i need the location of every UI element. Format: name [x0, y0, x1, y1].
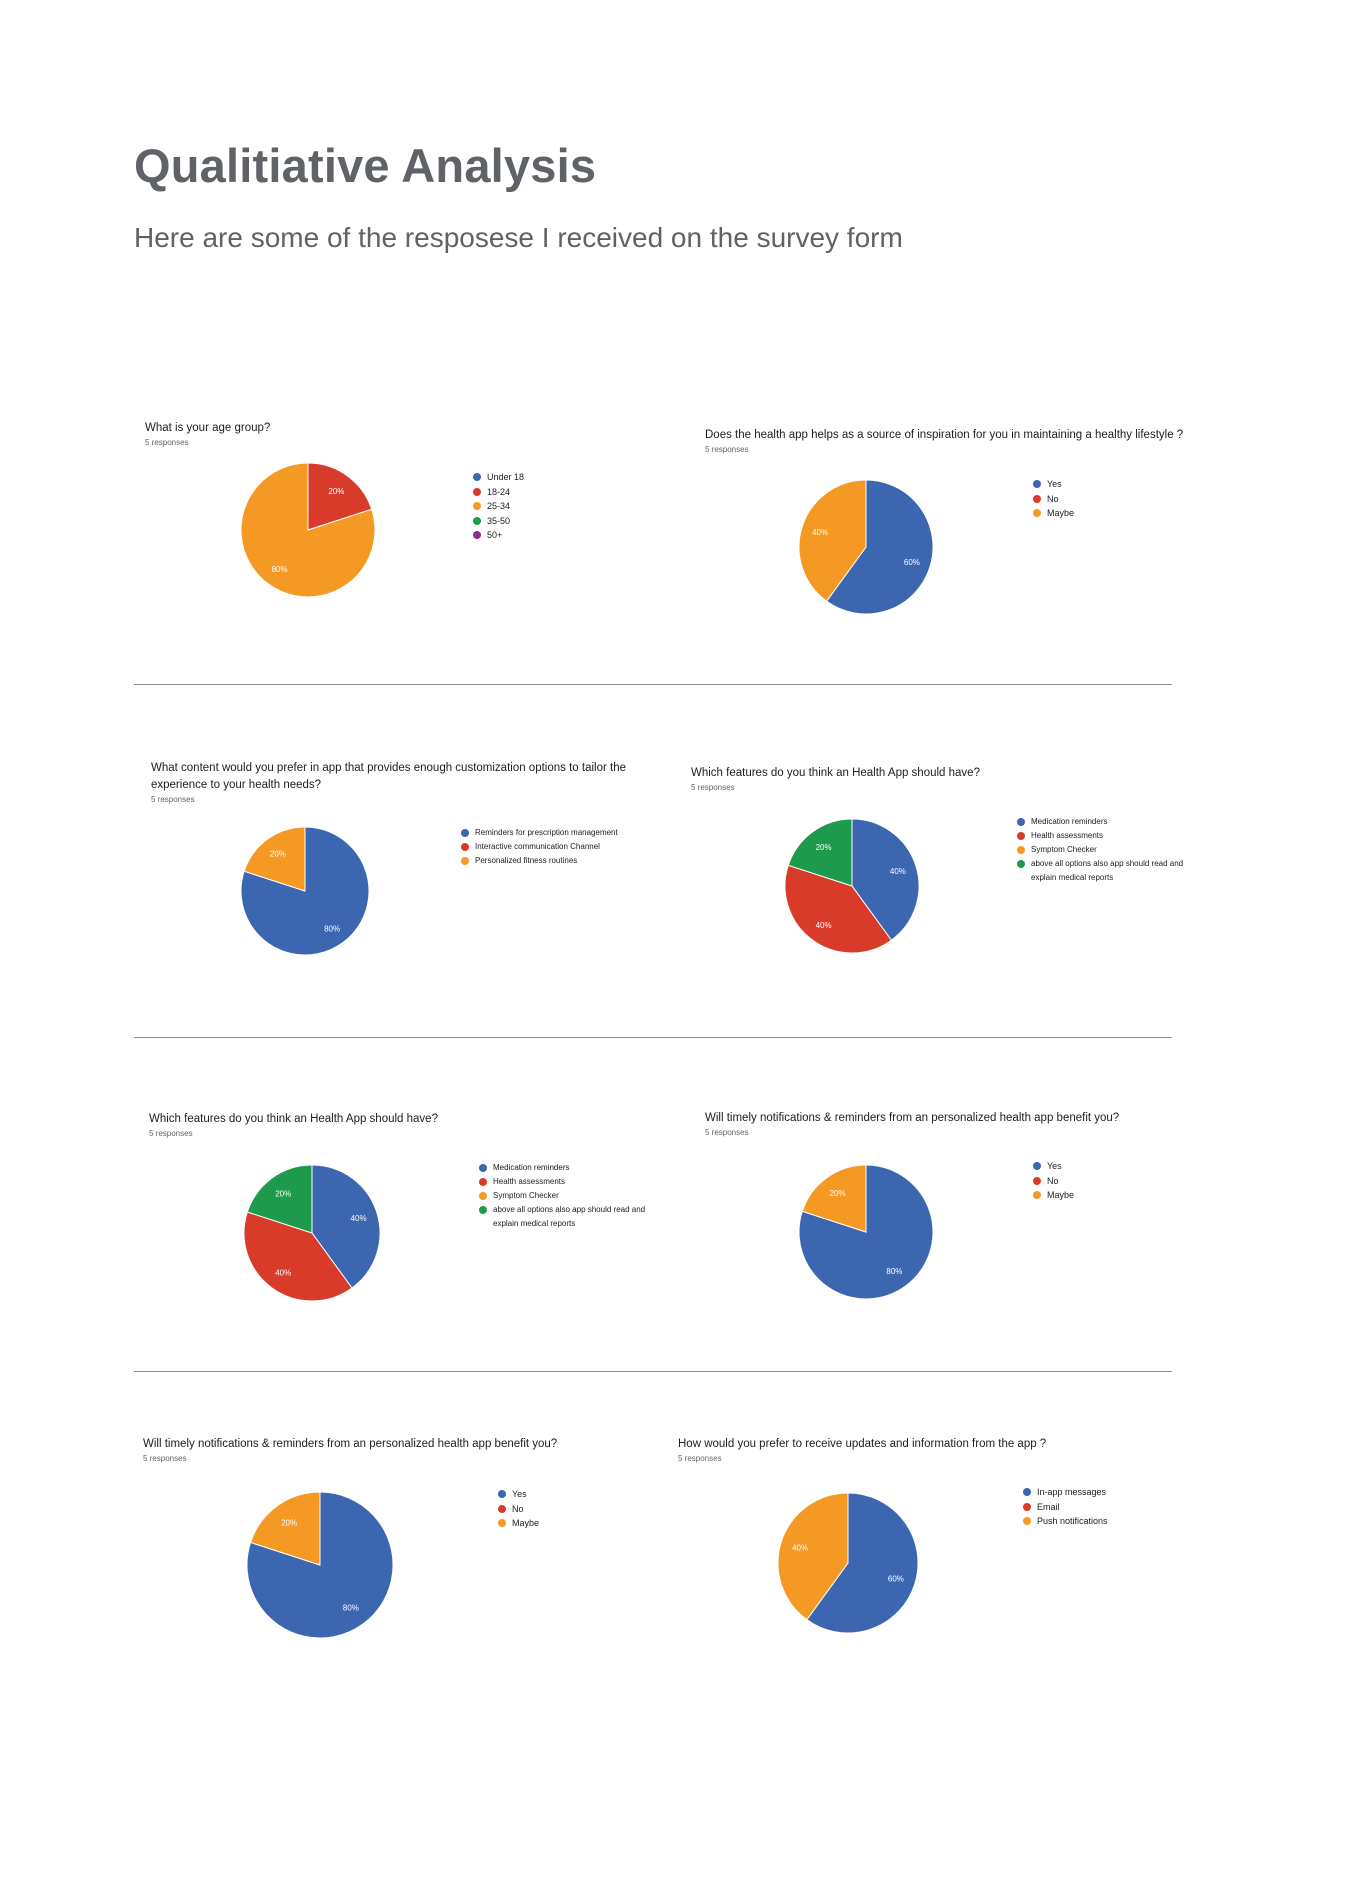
chart-notifications-1	[705, 1110, 1245, 1350]
legend-label: Interactive communication Channel	[475, 842, 600, 851]
legend-swatch-icon	[473, 488, 481, 496]
page-subtitle: Here are some of the resposese I received on the survey form	[134, 222, 903, 253]
legend-label: Health assessments	[493, 1177, 566, 1186]
legend-swatch-icon	[1033, 509, 1041, 517]
legend-item	[479, 1161, 654, 1175]
chart-legend	[479, 1161, 654, 1231]
legend-label: 35-50	[487, 515, 511, 526]
legend-label: Email	[1037, 1501, 1060, 1512]
pie-chart	[799, 1165, 933, 1299]
legend-swatch-icon	[1017, 818, 1025, 826]
legend-swatch-icon	[473, 473, 481, 481]
legend-label: Personalized fitness routines	[475, 856, 578, 865]
legend-item	[1033, 1159, 1173, 1174]
chart-response-count: 5 responses	[145, 438, 189, 447]
legend-item	[479, 1175, 654, 1189]
chart-question: What is your age group?	[145, 422, 271, 434]
legend-item	[1033, 477, 1173, 492]
legend-item	[461, 854, 661, 868]
chart-response-count: 5 responses	[678, 1454, 722, 1463]
legend-item	[479, 1203, 654, 1231]
pie-data-label: 80%	[324, 924, 341, 934]
legend-item	[1033, 506, 1173, 521]
pie-data-label: 20%	[281, 1518, 298, 1528]
legend-item	[473, 485, 613, 500]
pie-data-label: 40%	[815, 921, 832, 930]
legend-label: Yes	[1047, 479, 1062, 489]
legend-swatch-icon	[1023, 1517, 1031, 1525]
legend-item	[1033, 492, 1173, 507]
chart-notifications-2	[143, 1436, 683, 1676]
chart-legend	[498, 1487, 638, 1531]
section-divider	[134, 1037, 1172, 1038]
legend-label: Health assessments	[1031, 831, 1104, 840]
legend-label: Yes	[512, 1489, 527, 1499]
legend-swatch-icon	[479, 1192, 487, 1200]
pie-chart	[785, 819, 919, 953]
legend-label: 50+	[487, 530, 503, 540]
pie-data-label: 40%	[889, 867, 906, 877]
legend-swatch-icon	[461, 843, 469, 851]
legend-label: Push notifications	[1037, 1516, 1108, 1526]
legend-item	[461, 840, 661, 854]
pie-data-label: 20%	[269, 849, 286, 859]
legend-label: No	[512, 1503, 524, 1514]
legend-swatch-icon	[498, 1490, 506, 1498]
legend-item	[1033, 1188, 1173, 1203]
section-divider	[134, 684, 1172, 685]
legend-label: Medication reminders	[493, 1163, 570, 1172]
pie-data-label: 20%	[275, 1189, 292, 1199]
page-title: Qualitiative Analysis	[134, 139, 597, 192]
legend-label: Reminders for prescription management	[475, 828, 618, 837]
legend-label: No	[1047, 493, 1059, 504]
legend-swatch-icon	[473, 502, 481, 510]
chart-question: Which features do you think an Health App should have?	[691, 767, 980, 779]
chart-question: Which features do you think an Health App should have?	[149, 1113, 438, 1125]
legend-swatch-icon	[461, 857, 469, 865]
legend-label: Under 18	[487, 472, 525, 482]
chart-features-1	[691, 765, 1231, 1005]
legend-swatch-icon	[1033, 495, 1041, 503]
pie-data-label: 40%	[812, 528, 829, 538]
legend-swatch-icon	[473, 531, 481, 539]
chart-legend	[1033, 477, 1173, 521]
legend-label: above all options also app should read and explain medical reports	[493, 1205, 646, 1228]
legend-swatch-icon	[1033, 1177, 1041, 1185]
pie-data-label: 60%	[903, 557, 920, 567]
legend-swatch-icon	[479, 1178, 487, 1186]
pie-data-label: 40%	[275, 1268, 292, 1278]
legend-item	[1033, 1174, 1173, 1189]
chart-legend	[473, 470, 613, 543]
chart-question: Does the health app helps as a source of inspiration for you in maintaining a healthy lifestyle ?	[705, 429, 1184, 441]
chart-legend	[1033, 1159, 1173, 1203]
legend-item	[498, 1516, 638, 1531]
legend-item	[1017, 857, 1187, 885]
legend-item	[1023, 1500, 1173, 1515]
legend-item	[498, 1487, 638, 1502]
legend-swatch-icon	[1023, 1488, 1031, 1496]
pie-chart	[799, 480, 933, 614]
legend-item	[1023, 1485, 1173, 1500]
legend-item	[1017, 843, 1187, 857]
pie-data-label: 60%	[887, 1574, 904, 1584]
legend-swatch-icon	[1033, 1191, 1041, 1199]
chart-content-preference	[151, 760, 691, 1000]
pie-chart	[244, 1165, 380, 1301]
legend-label: 18-24	[487, 486, 511, 497]
chart-response-count: 5 responses	[705, 1128, 749, 1137]
chart-legend	[1023, 1485, 1173, 1529]
pie-chart	[241, 472, 375, 606]
legend-item	[473, 499, 613, 514]
legend-swatch-icon	[479, 1206, 487, 1214]
pie-data-label: 80%	[342, 1603, 359, 1613]
pie-chart	[247, 1492, 393, 1638]
legend-item	[1023, 1514, 1173, 1529]
chart-response-count: 5 responses	[691, 783, 735, 792]
legend-item	[473, 470, 613, 485]
chart-legend	[461, 826, 661, 868]
chart-question: What content would you prefer in app that provides enough customization options to tailor the experience to your health needs?	[151, 762, 626, 791]
chart-inspiration	[705, 427, 1245, 667]
legend-label: Maybe	[1047, 1190, 1075, 1200]
chart-question: Will timely notifications & reminders from an personalized health app benefit you?	[705, 1112, 1120, 1124]
legend-label: Symptom Checker	[493, 1191, 559, 1200]
legend-label: No	[1047, 1175, 1059, 1186]
legend-swatch-icon	[1017, 846, 1025, 854]
legend-swatch-icon	[1033, 1162, 1041, 1170]
legend-label: Maybe	[1047, 508, 1075, 518]
pie-data-label: 20%	[829, 1189, 846, 1198]
legend-item	[461, 826, 661, 840]
legend-label: Symptom Checker	[1031, 845, 1097, 854]
legend-label: Yes	[1047, 1161, 1062, 1171]
legend-label: Medication reminders	[1031, 817, 1108, 826]
pie-chart	[241, 827, 369, 955]
chart-question: How would you prefer to receive updates and information from the app ?	[678, 1438, 1047, 1450]
chart-features-2	[149, 1111, 689, 1351]
chart-legend	[1017, 815, 1187, 885]
legend-swatch-icon	[1033, 480, 1041, 488]
pie-chart	[778, 1493, 918, 1633]
legend-label: Maybe	[512, 1518, 540, 1528]
legend-item	[479, 1189, 654, 1203]
chart-age-group	[145, 420, 685, 660]
pie-data-label: 20%	[815, 843, 832, 852]
legend-label: 25-34	[487, 501, 511, 511]
legend-item	[1017, 815, 1187, 829]
chart-response-count: 5 responses	[143, 1454, 187, 1463]
section-divider	[134, 1371, 1172, 1372]
legend-swatch-icon	[461, 829, 469, 837]
chart-response-count: 5 responses	[149, 1129, 193, 1138]
pie-data-label: 80%	[271, 565, 288, 574]
legend-item	[498, 1502, 638, 1517]
pie-data-label: 80%	[886, 1267, 903, 1276]
legend-swatch-icon	[1023, 1503, 1031, 1511]
legend-swatch-icon	[1017, 860, 1025, 868]
chart-updates-channel	[678, 1436, 1218, 1676]
legend-item	[1017, 829, 1187, 843]
legend-label: above all options also app should read and explain medical reports	[1031, 859, 1184, 882]
pie-data-label: 20%	[328, 487, 345, 496]
chart-response-count: 5 responses	[151, 795, 195, 804]
legend-swatch-icon	[479, 1164, 487, 1172]
pie-data-label: 40%	[350, 1213, 367, 1223]
legend-item	[473, 514, 613, 529]
chart-response-count: 5 responses	[705, 445, 749, 454]
chart-question: Will timely notifications & reminders from an personalized health app benefit you?	[143, 1438, 558, 1450]
legend-swatch-icon	[498, 1505, 506, 1513]
legend-swatch-icon	[473, 517, 481, 525]
legend-item	[473, 528, 613, 543]
pie-data-label: 40%	[792, 1543, 809, 1553]
legend-swatch-icon	[1017, 832, 1025, 840]
legend-swatch-icon	[498, 1519, 506, 1527]
legend-label: In-app messages	[1037, 1487, 1107, 1497]
